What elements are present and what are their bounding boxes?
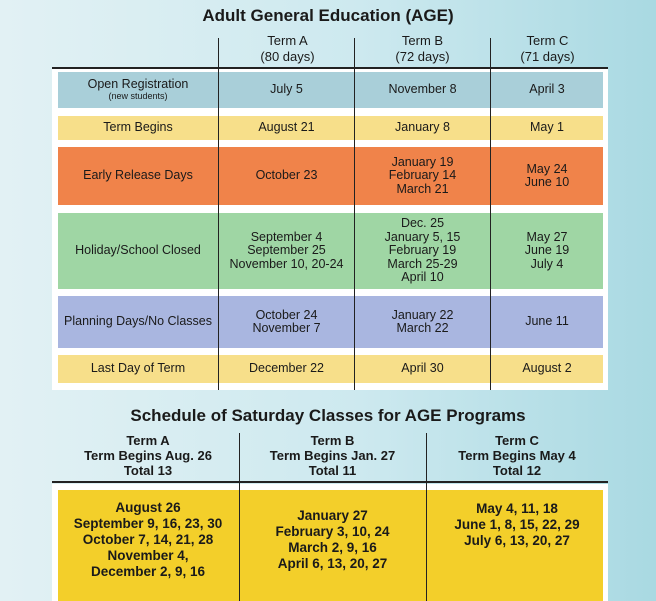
row-label-text: Planning Days/No Classes bbox=[64, 314, 212, 329]
term-name: Term B bbox=[401, 33, 444, 48]
date-cell: October 23 bbox=[255, 168, 318, 183]
row-label bbox=[58, 147, 218, 205]
saturday-header-term-b: Term B Term Begins Jan. 27 Total 11 bbox=[269, 433, 396, 478]
date-cell: June 11 bbox=[525, 314, 569, 329]
column-divider bbox=[426, 433, 427, 601]
term-days: (80 days) bbox=[260, 49, 315, 64]
row-label-text: Term Begins bbox=[103, 120, 173, 135]
age-title: Adult General Education (AGE) bbox=[202, 6, 454, 25]
date-cell: May 1 bbox=[529, 120, 565, 135]
row-label bbox=[58, 116, 218, 140]
date-cell: September 4 September 25 November 10, 20-24 bbox=[229, 229, 344, 271]
saturday-dates-term-a: August 26 September 9, 16, 23, 30 October 7, 14, 21, 28 November 4, December 2, 9, 16 bbox=[73, 500, 223, 579]
row-label-text: Early Release Days bbox=[83, 168, 193, 183]
date-cell: April 30 bbox=[401, 361, 444, 376]
column-header-term-a bbox=[220, 33, 355, 65]
row-sublabel: (new students) bbox=[108, 91, 168, 102]
column-header-term-c bbox=[490, 33, 605, 65]
date-cell: August 2 bbox=[522, 361, 572, 376]
date-cell: January 22 March 22 bbox=[391, 307, 454, 335]
column-divider bbox=[218, 38, 219, 390]
date-cell: August 21 bbox=[258, 120, 315, 135]
header-divider bbox=[52, 67, 608, 69]
row-label bbox=[58, 72, 218, 108]
date-cell: December 22 bbox=[248, 361, 325, 376]
row-label-text: Open Registration bbox=[87, 76, 189, 91]
term-name: Term C bbox=[526, 33, 569, 48]
date-cell: October 24 November 7 bbox=[252, 307, 321, 335]
row-label bbox=[58, 355, 218, 383]
date-cell: November 8 bbox=[388, 82, 457, 97]
column-divider bbox=[239, 433, 240, 601]
date-cell: Dec. 25 January 5, 15 February 19 March 25-29 April 10 bbox=[384, 216, 461, 285]
date-cell: April 3 bbox=[529, 82, 565, 97]
saturday-title: Schedule of Saturday Classes for AGE Programs bbox=[130, 406, 526, 425]
column-divider bbox=[354, 38, 355, 390]
saturday-dates-term-c: May 4, 11, 18 June 1, 8, 15, 22, 29 July 6, 13, 20, 27 bbox=[454, 501, 580, 548]
term-days: (71 days) bbox=[520, 49, 575, 64]
row-label bbox=[58, 296, 218, 348]
row-label-text: Last Day of Term bbox=[90, 361, 186, 376]
term-days: (72 days) bbox=[395, 49, 450, 64]
date-cell: January 8 bbox=[395, 120, 450, 135]
column-header-term-b bbox=[355, 33, 490, 65]
column-divider bbox=[490, 38, 491, 390]
saturday-header-term-c: Term C Term Begins May 4 Total 12 bbox=[458, 433, 576, 478]
term-name: Term A bbox=[267, 33, 308, 48]
date-cell: May 24 June 10 bbox=[524, 161, 570, 189]
date-cell: May 27 June 19 July 4 bbox=[524, 229, 570, 271]
saturday-dates-term-b: January 27 February 3, 10, 24 March 2, 9, 16 April 6, 13, 20, 27 bbox=[275, 508, 390, 571]
row-label-text: Holiday/School Closed bbox=[75, 243, 201, 258]
row-label bbox=[58, 213, 218, 289]
saturday-header-term-a: Term A Term Begins Aug. 26 Total 13 bbox=[84, 433, 212, 478]
date-cell: January 19 February 14 March 21 bbox=[388, 154, 457, 196]
date-cell: July 5 bbox=[270, 82, 303, 97]
saturday-header-divider bbox=[52, 481, 608, 483]
